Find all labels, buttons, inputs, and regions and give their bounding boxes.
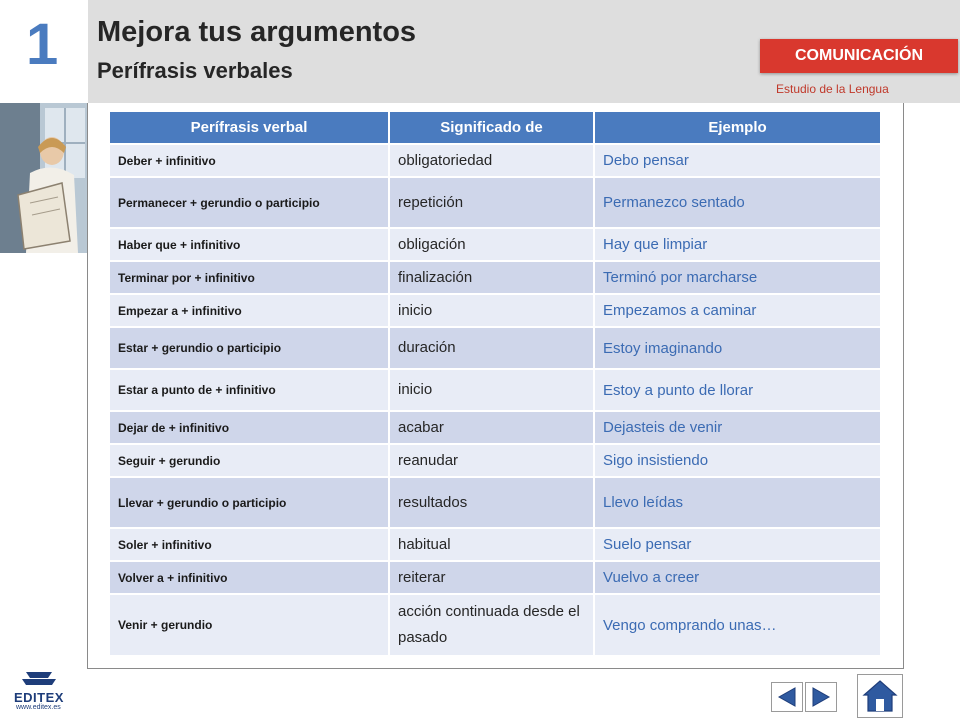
cell-significado: acción continuada desde el pasado [390,593,595,655]
column-header-ejemplo: Ejemplo [595,112,880,143]
section-subtitle: Estudio de la Lengua [776,82,889,96]
table-row [110,293,880,326]
column-header-perifrasis: Perífrasis verbal [110,112,390,143]
next-slide-button[interactable] [805,682,837,712]
triangle-left-icon [776,686,798,708]
cell-perifrasis: Haber que + infinitivo [110,227,390,260]
page-subtitle: Perífrasis verbales [97,58,293,83]
cell-ejemplo: Sigo insistiendo [595,443,880,476]
table-row [110,560,880,593]
cell-ejemplo: Estoy a punto de llorar [595,368,880,410]
cell-ejemplo: Dejasteis de venir [595,410,880,443]
table-row [110,368,880,410]
cell-perifrasis: Estar a punto de + infinitivo [110,368,390,410]
cell-significado: reanudar [390,443,595,476]
cell-ejemplo: Vengo comprando unas… [595,593,880,655]
cell-ejemplo: Debo pensar [595,143,880,176]
cell-ejemplo: Estoy imaginando [595,326,880,368]
cell-significado: inicio [390,293,595,326]
table-row [110,143,880,176]
cell-significado: finalización [390,260,595,293]
cell-perifrasis: Empezar a + infinitivo [110,293,390,326]
cell-significado: acabar [390,410,595,443]
cell-perifrasis: Dejar de + infinitivo [110,410,390,443]
cell-ejemplo: Terminó por marcharse [595,260,880,293]
cell-ejemplo: Empezamos a caminar [595,293,880,326]
table-row [110,476,880,527]
table-row [110,527,880,560]
cell-significado: habitual [390,527,595,560]
logo-text: EDITEX [14,690,64,705]
table-row [110,260,880,293]
decorative-painting [0,103,88,253]
cell-perifrasis: Seguir + gerundio [110,443,390,476]
logo-url: www.editex.es [16,704,61,711]
cell-ejemplo: Vuelvo a creer [595,560,880,593]
cell-perifrasis: Estar + gerundio o participio [110,326,390,368]
cell-significado: inicio [390,368,595,410]
cell-perifrasis: Deber + infinitivo [110,143,390,176]
cell-perifrasis: Llevar + gerundio o participio [110,476,390,527]
cell-ejemplo: Suelo pensar [595,527,880,560]
unit-number-box [0,0,88,103]
home-icon [861,678,899,714]
table-row [110,410,880,443]
cell-significado: obligación [390,227,595,260]
cell-significado: repetición [390,176,595,227]
table-row [110,326,880,368]
cell-perifrasis: Permanecer + gerundio o participio [110,176,390,227]
table-row [110,443,880,476]
section-badge: COMUNICACIÓN [760,39,958,73]
table-row [110,593,880,655]
cell-ejemplo: Permanezco sentado [595,176,880,227]
cell-significado: reiterar [390,560,595,593]
perifrasis-table [110,112,880,655]
triangle-right-icon [810,686,832,708]
cell-ejemplo: Llevo leídas [595,476,880,527]
table-row [110,227,880,260]
previous-slide-button[interactable] [771,682,803,712]
table-row [110,176,880,227]
unit-number: 1 [26,12,59,77]
cell-significado: duración [390,326,595,368]
cell-significado: resultados [390,476,595,527]
cell-ejemplo: Hay que limpiar [595,227,880,260]
column-header-significado: Significado de [390,112,595,143]
cell-perifrasis: Terminar por + infinitivo [110,260,390,293]
cell-perifrasis: Soler + infinitivo [110,527,390,560]
cell-perifrasis: Volver a + infinitivo [110,560,390,593]
cell-perifrasis: Venir + gerundio [110,593,390,655]
cell-significado: obligatoriedad [390,143,595,176]
page-title: Mejora tus argumentos [97,16,417,48]
home-button[interactable] [857,674,903,718]
